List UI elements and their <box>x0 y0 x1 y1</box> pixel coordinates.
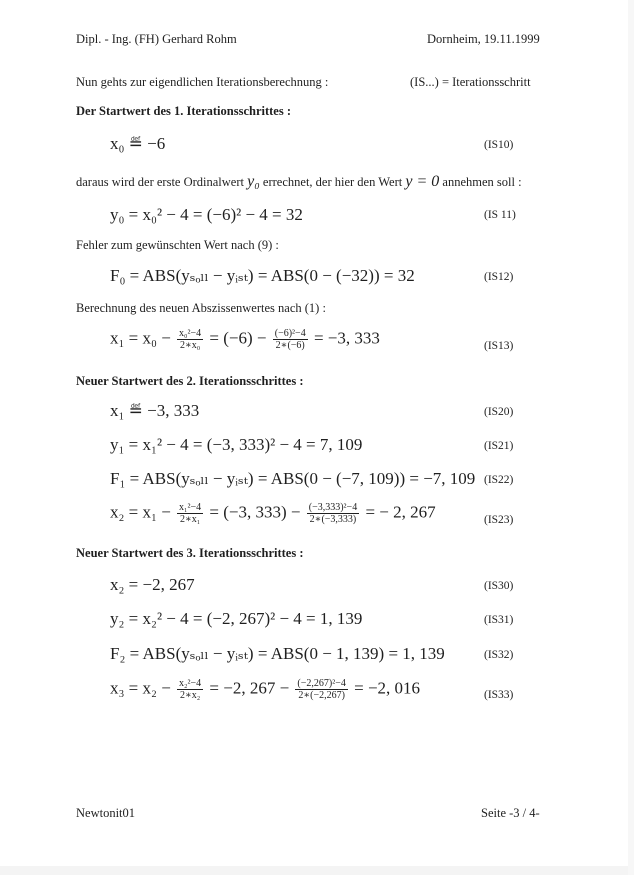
equation-is31: y₂ = x₂² − 4 = (−2, 267)² − 4 = 1, 139 <box>110 609 363 628</box>
is33-frac2-den: 2∗(−2,267) <box>298 690 345 701</box>
equation-is20: x₁ ≝ −3, 333 <box>110 401 200 420</box>
label-is12: (IS12) <box>484 271 514 283</box>
equation-is23 <box>110 502 436 525</box>
is23-frac2-num: (−3,333)²−4 <box>308 502 358 513</box>
label-is22: (IS22) <box>484 474 514 486</box>
is33-frac1-den: 2∗x₂ <box>179 690 201 701</box>
is13-frac2-num: (−6)²−4 <box>274 328 306 339</box>
is13-frac1-den: 2∗x₀ <box>179 340 201 351</box>
intro-legend: (IS...) = Iterationsschritt <box>410 75 531 89</box>
equation-is32: F₂ = ABS(yₛₒₗₗ − yᵢₛₜ) = ABS(0 − 1, 139) = 1, 139 <box>110 644 445 663</box>
label-is13: (IS13) <box>484 340 514 352</box>
label-is10: (IS10) <box>484 139 514 151</box>
equation-is22: F₁ = ABS(yₛₒₗₗ − yᵢₛₜ) = ABS(0 − (−7, 109)) = −7, 109 <box>110 469 476 488</box>
is33-right: = −2, 016 <box>354 678 421 698</box>
is23-frac1-den: 2∗x₁ <box>179 514 201 525</box>
is23-left: x₂ = x₁ − <box>110 502 171 522</box>
text-a-part3: annehmen soll : <box>442 175 522 189</box>
text-a-part2: errechnet, der hier den Wert <box>262 175 403 189</box>
is33-fraction-1 <box>177 678 203 701</box>
text-a-symbol-y0: y₀ <box>247 173 260 190</box>
equation-is21: y₁ = x₁² − 4 = (−3, 333)² − 4 = 7, 109 <box>110 435 363 454</box>
equation-is33 <box>110 678 420 701</box>
is13-fraction-2 <box>273 328 308 351</box>
is13-right: = −3, 333 <box>313 328 380 348</box>
is33-mid: = −2, 267 − <box>209 678 290 698</box>
label-is33: (IS33) <box>484 689 514 701</box>
equation-is12: F₀ = ABS(yₛₒₗₗ − yᵢₛₜ) = ABS(0 − (−32)) = 32 <box>110 266 415 285</box>
label-is23: (IS23) <box>484 514 514 526</box>
is23-fraction-1 <box>177 502 203 525</box>
is23-fraction-2 <box>307 502 359 525</box>
is23-frac1-num: x₁²−4 <box>179 502 202 513</box>
equation-is30: x₂ = −2, 267 <box>110 575 195 594</box>
text-a-symbol-y: y = 0 <box>405 173 440 190</box>
is13-frac2-den: 2∗(−6) <box>275 340 305 351</box>
header-place-date: Dornheim, 19.11.1999 <box>427 32 540 46</box>
text-a-part1: daraus wird der erste Ordinalwert <box>76 175 244 189</box>
is13-fraction-1 <box>177 328 203 351</box>
label-is21: (IS21) <box>484 440 514 452</box>
equation-is10: x₀ ≝ −6 <box>110 134 166 153</box>
is23-frac2-den: 2∗(−3,333) <box>309 514 357 525</box>
label-is20: (IS20) <box>484 406 514 418</box>
scan-right-edge <box>628 0 634 875</box>
is13-frac1-num: x₀²−4 <box>179 328 202 339</box>
is23-mid: = (−3, 333) − <box>209 502 301 522</box>
is33-left: x₃ = x₂ − <box>110 678 171 698</box>
is33-fraction-2 <box>295 678 347 701</box>
label-is30: (IS30) <box>484 580 514 592</box>
section1-heading: Der Startwert des 1. Iterationsschrittes : <box>76 104 291 118</box>
equation-is13 <box>110 328 380 351</box>
section1-text-c: Berechnung des neuen Abszissenwertes nach (1) : <box>76 301 326 315</box>
label-is11: (IS 11) <box>484 209 516 221</box>
intro-text: Nun gehts zur eigendlichen Iterationsberechnung : <box>76 75 329 89</box>
is13-left: x₁ = x₀ − <box>110 328 171 348</box>
footer-page-number: Seite -3 / 4- <box>481 806 540 820</box>
footer-filename: Newtonit01 <box>76 806 136 820</box>
label-is32: (IS32) <box>484 649 514 661</box>
header-author: Dipl. - Ing. (FH) Gerhard Rohm <box>76 32 237 46</box>
section3-heading: Neuer Startwert des 3. Iterationsschrittes : <box>76 546 304 560</box>
section1-text-a <box>76 173 522 191</box>
is13-mid: = (−6) − <box>209 328 267 348</box>
is33-frac2-num: (−2,267)²−4 <box>297 678 346 689</box>
equation-is11: y₀ = x₀² − 4 = (−6)² − 4 = 32 <box>110 205 303 224</box>
is33-frac1-num: x₂²−4 <box>179 678 202 689</box>
scan-bottom-edge <box>0 866 634 875</box>
is23-right: = − 2, 267 <box>365 502 436 522</box>
section2-heading: Neuer Startwert des 2. Iterationsschrittes : <box>76 374 304 388</box>
section1-text-b: Fehler zum gewünschten Wert nach (9) : <box>76 238 279 252</box>
label-is31: (IS31) <box>484 614 514 626</box>
